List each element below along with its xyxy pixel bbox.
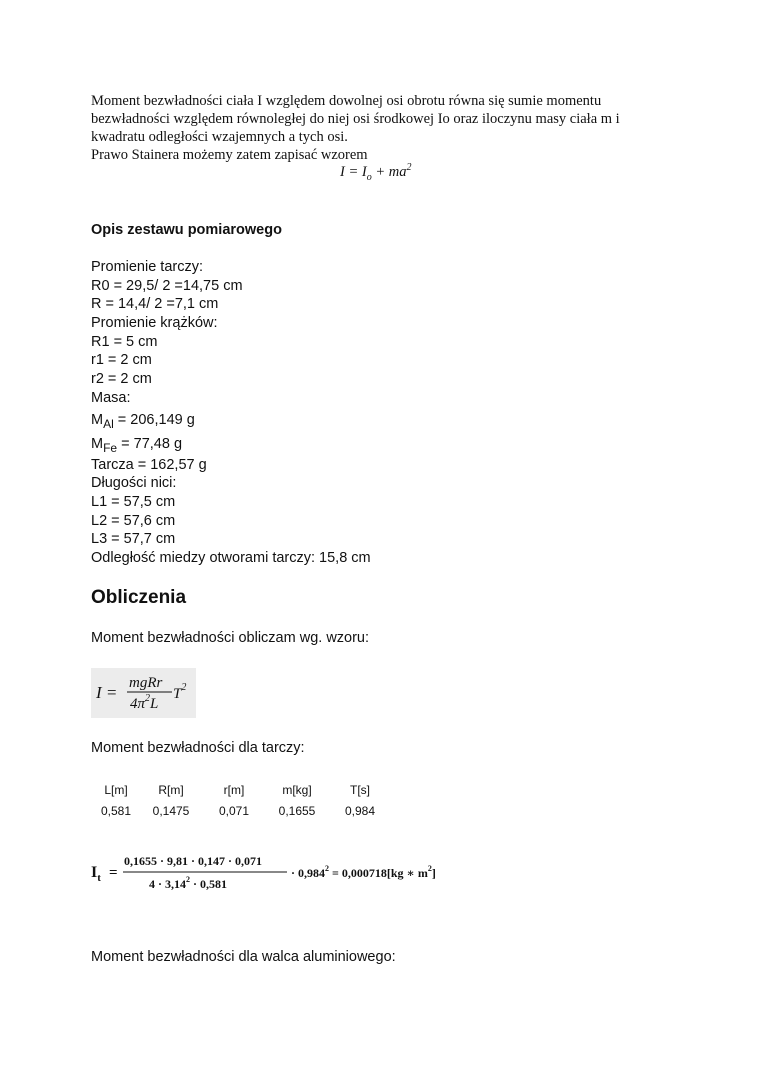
intro-line-3: kwadratu odległości wzajemnych a tych osi. <box>91 129 348 145</box>
thread-length-l1: L1 = 57,5 cm <box>91 493 176 510</box>
disk-radii-label: Promienie tarczy: <box>91 259 204 275</box>
result-numerator: 0,1655 · 9,81 · 0,147 · 0,071 <box>124 854 263 868</box>
aluminium-moment-intro: Moment bezwładności dla walca aluminiowego: <box>91 949 396 965</box>
table-cell: 0,581 <box>100 803 132 818</box>
thread-length-l3: L3 = 57,7 cm <box>91 531 176 548</box>
table-header-cell: m[kg] <box>282 782 312 797</box>
intro-line-2: bezwładności względem równoległej do niej osi środkowej Io oraz iloczynu masy ciała m i <box>91 111 620 127</box>
disk-data-table <box>96 779 388 821</box>
formula-lhs: I = <box>96 683 118 702</box>
table-header-cell: L[m] <box>104 782 128 797</box>
intro-line-1: Moment bezwładności ciała I względem dowolnej osi obrotu równa się sumie momentu <box>91 93 602 109</box>
mass-iron: $M_{Fe} = 77,48$ g <box>91 435 183 455</box>
mass-aluminium: $M_{Al} = 206,149$ g <box>91 411 195 431</box>
mass-label: Masa: <box>91 389 131 406</box>
radius-r0: R0 = 29,5/ 2 =14,75 cm <box>91 277 243 294</box>
table-row <box>96 800 388 821</box>
table-header-cell: R[m] <box>158 782 184 797</box>
radius-r2: r2 = 2 cm <box>91 371 152 388</box>
radius-r: R = 14,4/ 2 =7,1 cm <box>91 296 219 313</box>
result-equals: = <box>109 865 118 881</box>
table-header-cell: T[s] <box>350 782 370 797</box>
moment-formula <box>91 668 196 718</box>
table-cell: 0,984 <box>344 803 376 818</box>
result-lhs: $I_t$ <box>91 864 101 884</box>
setup-list <box>91 258 371 568</box>
intro-line-4: Prawo Stainera możemy zatem zapisać wzorem <box>91 147 368 163</box>
table-header-row <box>96 779 388 800</box>
thread-length-l2: L2 = 57,6 cm <box>91 512 176 529</box>
disk-moment-calculation <box>91 846 491 903</box>
result-tail: · $0,984^2 = 0,000718[kg$ ∗ $m^2$] <box>291 864 436 880</box>
formula-denominator: $4\pi^2L$ <box>130 693 159 712</box>
disk-mass: Tarcza = 162,57 g <box>91 456 207 473</box>
result-denominator: $4 \cdot 3,14^2 \cdot 0,581$ <box>149 875 228 891</box>
radius-R1: R1 = 5 cm <box>91 333 158 350</box>
hole-distance: Odległość miedzy otworami tarczy: 15,8 cm <box>91 549 371 566</box>
table-cell: 0,1655 <box>278 803 316 818</box>
moment-formula-image <box>91 668 196 718</box>
steiner-formula: $I = I_o + ma^2$ <box>340 162 412 183</box>
table-header-cell: r[m] <box>223 782 245 797</box>
setup-heading: Opis zestawu pomiarowego <box>91 222 282 238</box>
table-cell: 0,1475 <box>152 803 190 818</box>
formula-period: $T^2$ <box>173 682 187 702</box>
intro-paragraph <box>91 92 671 164</box>
table-cell: 0,071 <box>218 803 250 818</box>
formula-intro: Moment bezwładności obliczam wg. wzoru: <box>91 630 370 646</box>
radius-r1: r1 = 2 cm <box>91 352 152 369</box>
formula-numerator: mgRr <box>129 675 163 691</box>
disk-moment-intro: Moment bezwładności dla tarczy: <box>91 740 305 756</box>
thread-length-label: Długości nici: <box>91 475 177 492</box>
pulley-radii-label: Promienie krążków: <box>91 315 218 332</box>
calculation-formula <box>91 846 491 898</box>
calculations-heading: Obliczenia <box>91 587 187 608</box>
